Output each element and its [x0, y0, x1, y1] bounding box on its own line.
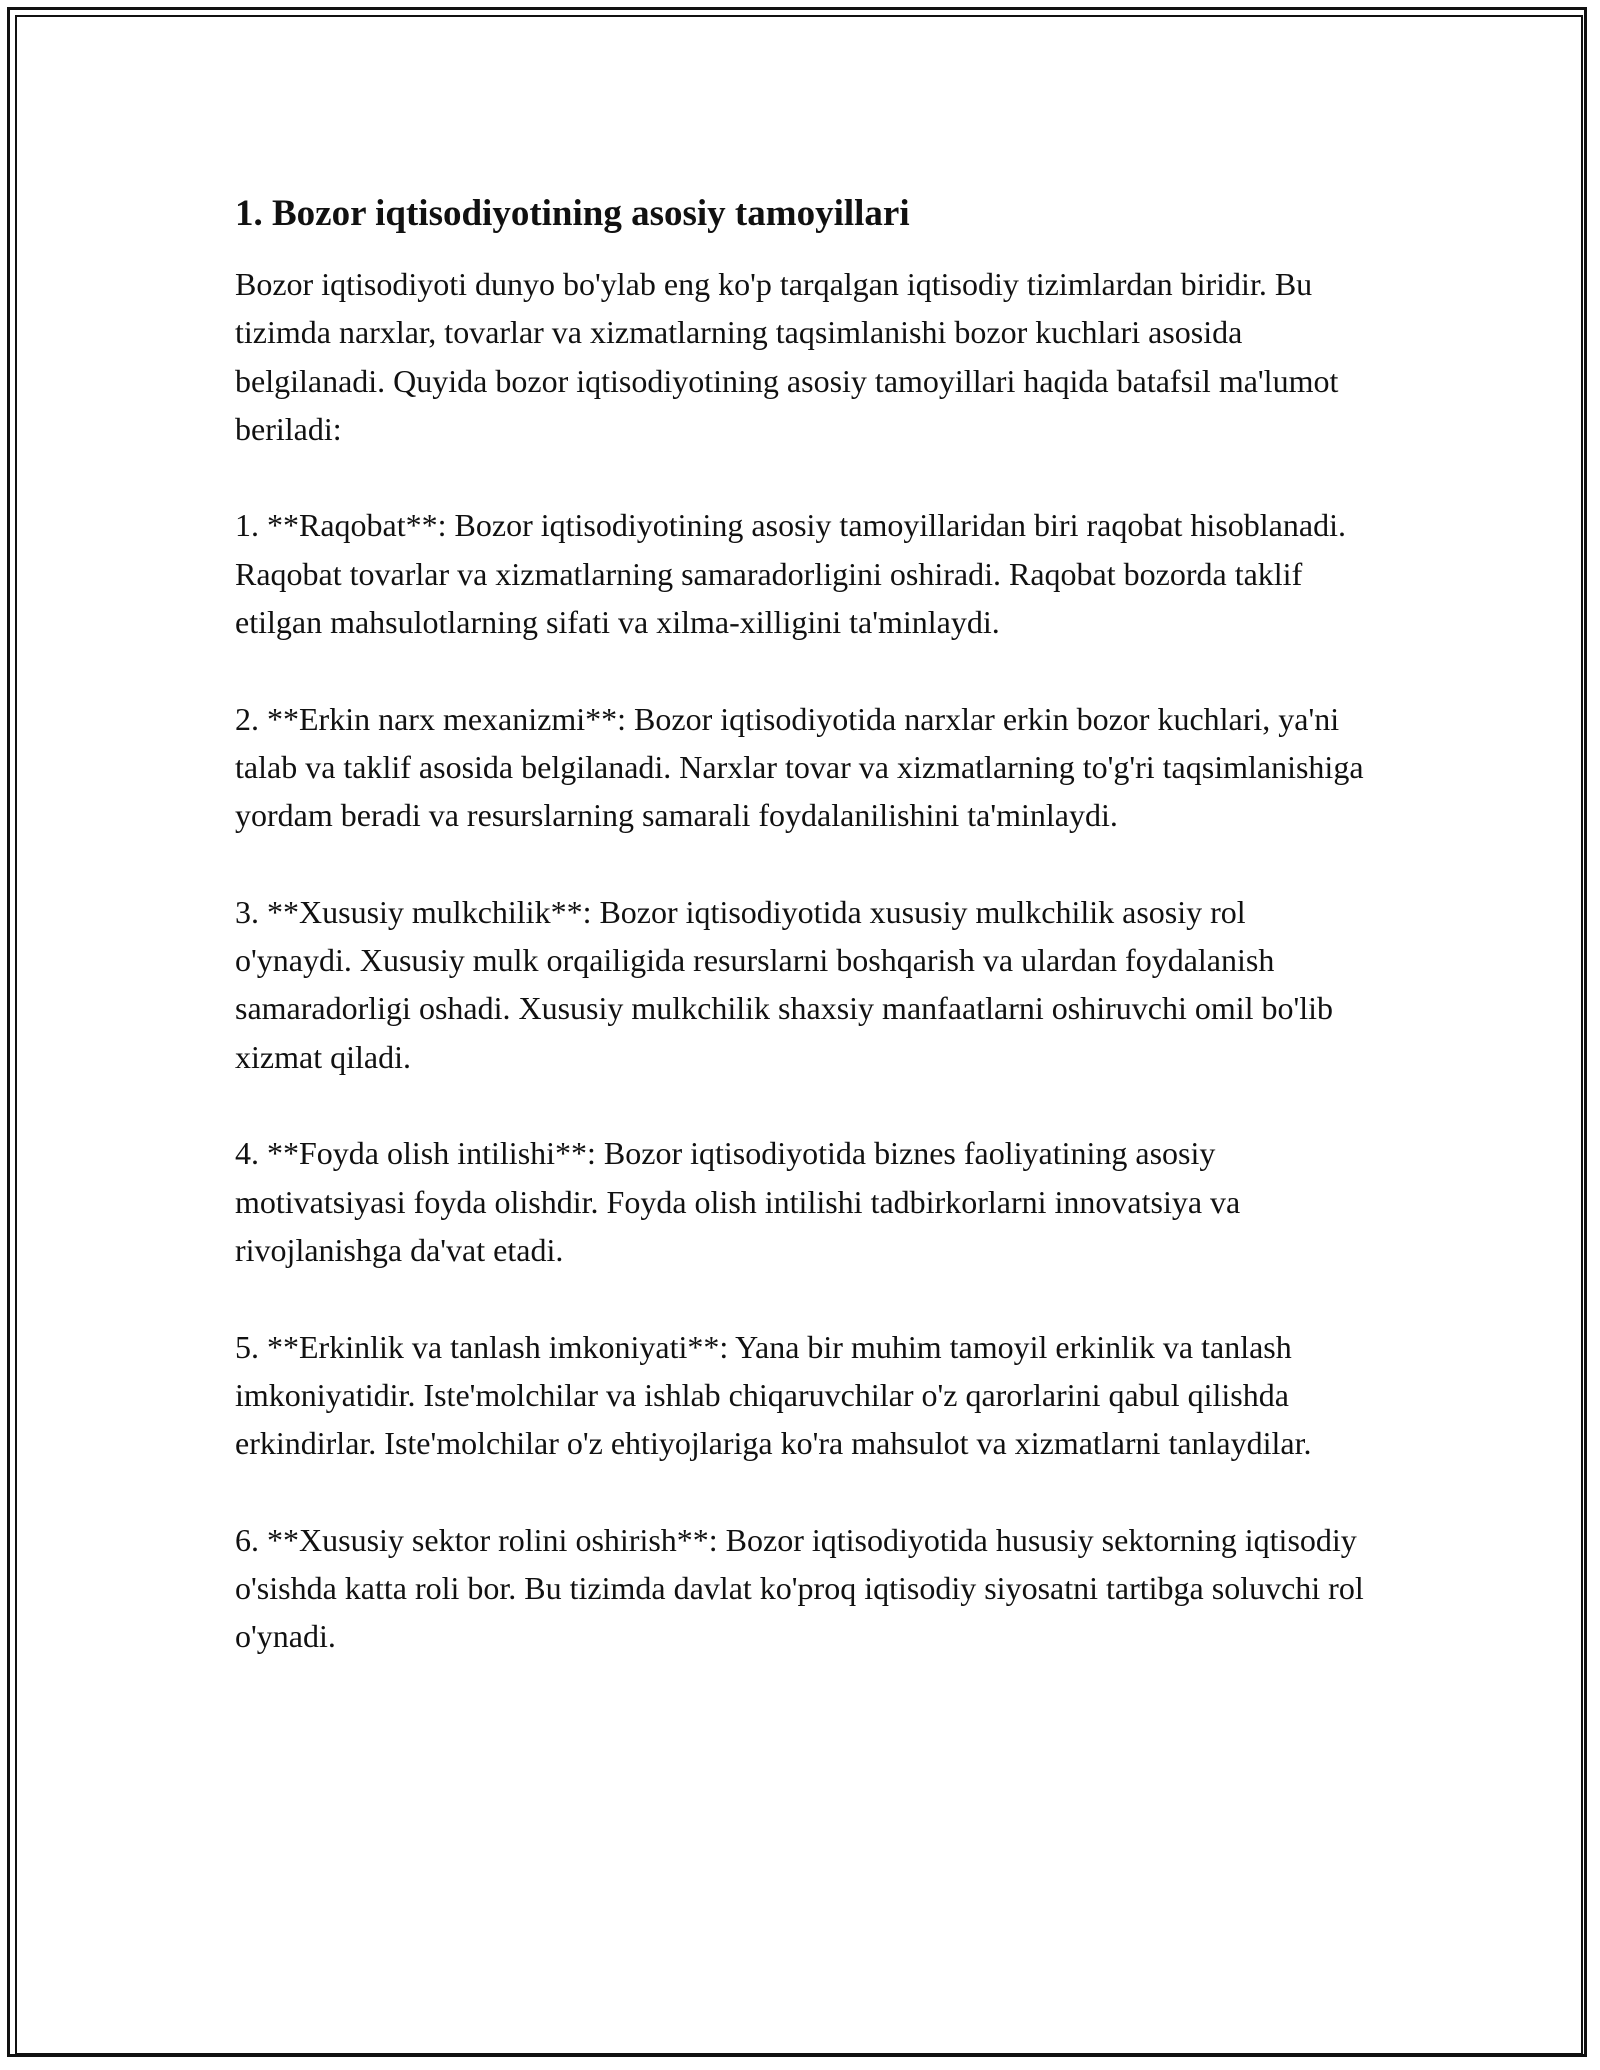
principle-xususiy-mulkchilik-paragraph: 3. **Xususiy mulkchilik**: Bozor iqtisodiyotida xususiy mulkchilik asosiy rol o'ynaydi. Xususiy mulk orqailigida resurslarni boshqarish va ulardan foydalanish samaradorligi oshadi. Xususiy mulkchilik shaxsiy manfaatlarni oshiruvchi omil bo'lib xizmat qiladi. — [235, 893, 1334, 1075]
document-body — [235, 190, 1370, 1661]
principle-raqobat-paragraph: 1. **Raqobat**: Bozor iqtisodiyotining asosiy tamoyillaridan biri raqobat hisoblanadi. Raqobat tovarlar va xizmatlarning samaradorligini oshiradi. Raqobat bozorda taklif etilgan mahsulotlarning sifati va xilma-xilligini ta'minlaydi. — [235, 507, 1346, 641]
section-heading: 1. Bozor iqtisodiyotining asosiy tamoyillari — [235, 193, 910, 234]
intro-paragraph: Bozor iqtisodiyoti dunyo bo'ylab eng ko'p tarqalgan iqtisodiy tizimlardan biridir. Bu tizimda narxlar, tovarlar va xizmatlarning taqsimlanishi bozor kuchlari asosida belgilanadi. Quyida bozor iqtisodiyotining asosiy tamoyillari haqida batafsil ma'lumot beriladi: — [235, 266, 1339, 447]
principle-erkin-narx-paragraph: 2. **Erkin narx mexanizmi**: Bozor iqtisodiyotida narxlar erkin bozor kuchlari, ya'ni talab va taklif asosida belgilanadi. Narxlar tovar va xizmatlarning to'g'ri taqsimlanishiga yordam beradi va resurslarning samarali foydalanilishini ta'minlaydi. — [235, 700, 1364, 834]
principle-xususiy-sektor-paragraph: 6. **Xususiy sektor rolini oshirish**: Bozor iqtisodiyotida hususiy sektorning iqtisodiy o'sishda katta roli bor. Bu tizimda davlat ko'proq iqtisodiy siyosatni tartibga soluvchi rol o'ynadi. — [235, 1521, 1364, 1655]
principle-foyda-olish-paragraph: 4. **Foyda olish intilishi**: Bozor iqtisodiyotida biznes faoliyatining asosiy motivatsiyasi foyda olishdir. Foyda olish intilishi tadbirkorlarni innovatsiya va rivojlanishga da'vat etadi. — [235, 1135, 1241, 1268]
principle-erkinlik-tanlash-paragraph: 5. **Erkinlik va tanlash imkoniyati**: Yana bir muhim tamoyil erkinlik va tanlash imkoniyatidir. Iste'molchilar va ishlab chiqaruvchilar o'z qarorlarini qabul qilishda erkindirlar. Iste'molchilar o'z ehtiyojlariga ko'ra mahsulot va xizmatlarni tanlaydilar. — [235, 1328, 1312, 1462]
